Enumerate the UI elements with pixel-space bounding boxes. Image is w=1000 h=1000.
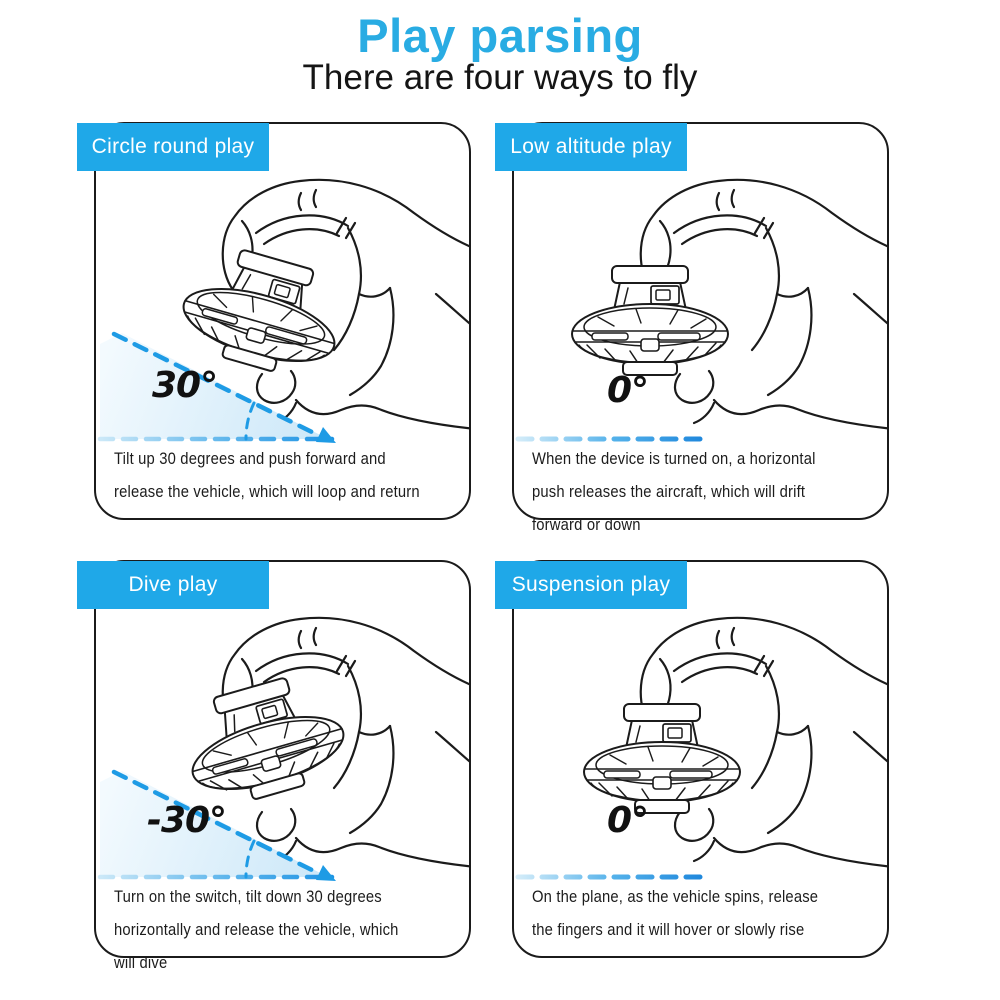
- description-line: On the plane, as the vehicle spins, release: [532, 887, 819, 906]
- panel-description: [114, 442, 463, 508]
- hand-drone-illustration: [514, 614, 887, 886]
- hand-drone-illustration: [96, 176, 469, 448]
- play-mode-panel: [512, 560, 889, 958]
- angle-label: 30°: [152, 365, 218, 406]
- play-mode-panel: [91, 122, 471, 520]
- drone-drawing: [572, 266, 728, 375]
- page-title: Play parsing: [357, 9, 643, 62]
- description-line: the fingers and it will hover or slowly rise: [532, 920, 805, 939]
- drone-drawing: [173, 238, 353, 386]
- page-subtitle: There are four ways to fly: [302, 58, 698, 97]
- description-line: Tilt up 30 degrees and push forward and: [114, 449, 386, 468]
- description-line: push releases the aircraft, which will drift: [532, 482, 806, 501]
- drone-drawing: [174, 666, 354, 814]
- description-line: will dive: [114, 953, 168, 972]
- description-line: forward or down: [532, 515, 641, 534]
- play-mode-panel: [510, 122, 889, 534]
- angle-label: 0°: [607, 800, 649, 841]
- hand-drone-illustration: [96, 614, 469, 886]
- hand-drone-illustration: [514, 176, 887, 448]
- angle-label: -30°: [147, 800, 227, 841]
- description-line: Turn on the switch, tilt down 30 degrees: [114, 887, 382, 906]
- description-line: release the vehicle, which will loop and return: [114, 482, 420, 501]
- angle-label: 0°: [607, 370, 649, 411]
- panel-title-badge: Dive play: [77, 561, 269, 609]
- panel-title-badge: Suspension play: [495, 561, 687, 609]
- panel-title-badge: Low altitude play: [495, 123, 687, 171]
- description-line: horizontally and release the vehicle, which: [114, 920, 399, 939]
- panel-description: [114, 880, 463, 979]
- panel-description: [532, 880, 881, 946]
- play-mode-panel: [94, 560, 471, 972]
- drone-drawing: [584, 704, 740, 813]
- description-line: When the device is turned on, a horizontal: [532, 449, 816, 468]
- panel-description: [532, 442, 881, 541]
- panel-title-badge: Circle round play: [77, 123, 269, 171]
